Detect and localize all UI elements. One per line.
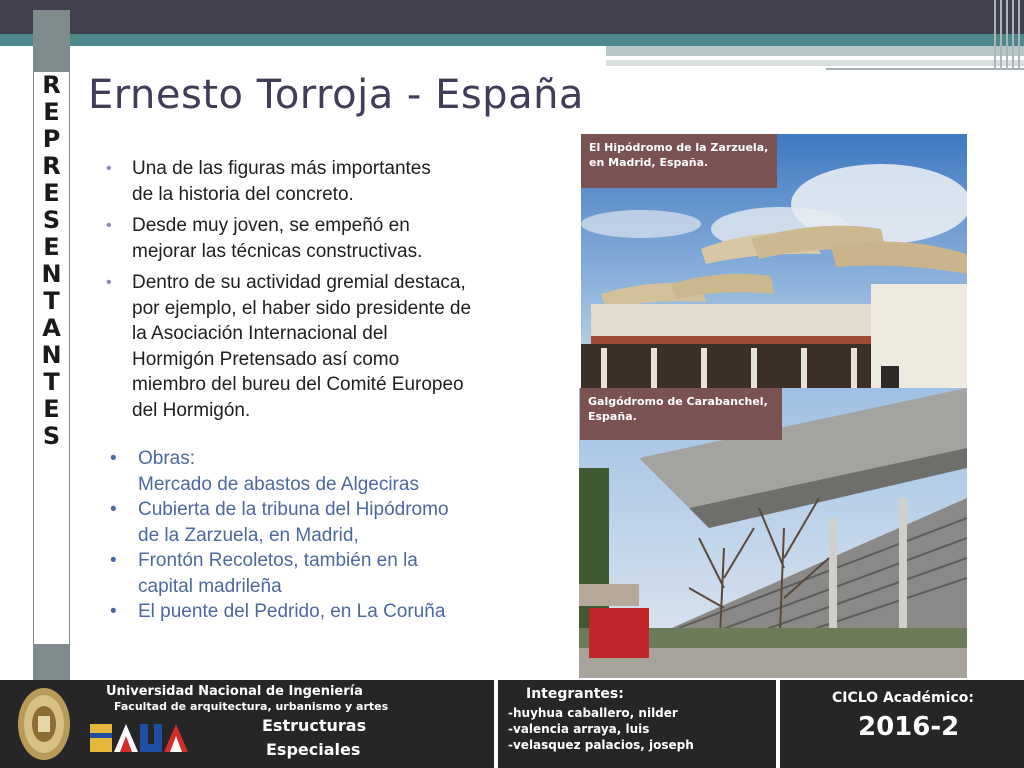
bullet-works-line: Cubierta de la tribuna del Hipódromo: [138, 499, 449, 520]
photo-bottom-caption-line-1: Galgódromo de Carabanchel,: [588, 395, 768, 408]
header-band-grey: [606, 46, 1024, 56]
bullet-primary-line: Desde muy joven, se empeñó en: [132, 215, 410, 236]
bullet-primary-line: la Asociación Internacional del: [132, 323, 388, 344]
side-word-letter: R: [42, 71, 61, 99]
bullet-icon: •: [106, 160, 112, 177]
bullet-works-line: Obras:: [138, 448, 196, 469]
faua-logo-icon: [90, 724, 190, 752]
bullet-icon: •: [110, 550, 117, 571]
bullet-works-line: capital madrileña: [138, 575, 282, 597]
bullet-primary-line: Hormigón Pretensado así como: [132, 348, 400, 370]
side-word-letter: E: [43, 179, 60, 207]
bullet-primary-line: Dentro de su actividad gremial destaca,: [132, 272, 466, 293]
bullet-primary-line: de la historia del concreto.: [132, 183, 354, 205]
side-word-letter: N: [41, 341, 62, 369]
photo-top-caption: [581, 134, 777, 188]
bullet-icon: •: [106, 217, 112, 234]
bullet-primary-item: [104, 213, 574, 264]
side-word-letter: T: [43, 287, 60, 315]
side-word-letter: E: [43, 395, 60, 423]
bullet-works-item: [106, 548, 566, 599]
bullet-works-line: El puente del Pedrido, en La Coruña: [138, 601, 446, 622]
footer-member-3: -velasquez palacios, joseph: [508, 738, 694, 752]
bullet-primary-line: del Hormigón.: [132, 399, 251, 421]
bullets-primary: [104, 156, 574, 429]
bullet-works-line: de la Zarzuela, en Madrid,: [138, 524, 359, 546]
photo-bottom-caption: [580, 388, 782, 440]
slide-title: Ernesto Torroja - España: [88, 72, 584, 118]
bullet-primary-line: Una de las figuras más importantes: [132, 158, 431, 179]
footer-course-line-1: Estructuras: [262, 716, 367, 735]
photo-hipodromo-zarzuela: [581, 134, 967, 388]
photo-galgodromo-carabanchel: [579, 388, 967, 678]
bullet-primary-line: por ejemplo, el haber sido presidente de: [132, 297, 472, 319]
bullet-icon: •: [110, 448, 117, 469]
side-word-letter: S: [42, 206, 61, 234]
footer-cycle-label: CICLO Académico:: [832, 690, 974, 706]
corner-decoration: [992, 0, 1024, 70]
side-word-letter: E: [43, 233, 60, 261]
footer-course-line-2: Especiales: [266, 740, 361, 759]
footer-members-label: Integrantes:: [526, 686, 624, 702]
bullet-icon: •: [106, 274, 112, 291]
bullet-works-line: Frontón Recoletos, también en la: [138, 550, 418, 571]
footer-faculty: Facultad de arquitectura, urbanismo y artes: [114, 700, 389, 713]
side-word-letter: P: [42, 125, 61, 153]
side-word-letter: T: [43, 368, 60, 396]
header-band-dark: [0, 0, 1024, 34]
university-seal-icon: [16, 686, 72, 762]
photo-bottom-caption-line-2: España.: [588, 410, 637, 423]
bullet-primary-item: [104, 270, 574, 423]
photo-top-caption-line-2: en Madrid, España.: [589, 156, 709, 169]
footer-cycle-value: 2016-2: [858, 712, 960, 742]
side-word-letter: N: [41, 260, 62, 288]
footer-separator-1: [494, 680, 498, 768]
footer-member-2: -valencia arraya, luis: [508, 722, 650, 736]
side-word-representantes: [33, 72, 70, 450]
photo-top-caption-line-1: El Hipódromo de la Zarzuela,: [589, 141, 769, 154]
side-word-letter: S: [42, 422, 61, 450]
bullet-icon: •: [110, 601, 117, 622]
header-band-teal: [0, 34, 1024, 46]
bullet-works-item: [106, 446, 566, 497]
bullet-primary-line: miembro del bureu del Comité Europeo: [132, 374, 464, 395]
header-band-light: [606, 60, 1024, 66]
bullet-works-item: [106, 599, 566, 625]
bullet-works-line: Mercado de abastos de Algeciras: [138, 473, 419, 495]
bullet-icon: •: [110, 499, 117, 520]
bullet-primary-line: mejorar las técnicas constructivas.: [132, 240, 423, 262]
side-word-letter: A: [42, 314, 61, 342]
footer-separator-2: [776, 680, 780, 768]
side-word-letter: R: [42, 152, 61, 180]
footer-university: Universidad Nacional de Ingeniería: [106, 684, 363, 699]
bullets-works: [106, 446, 566, 625]
side-word-letter: E: [43, 98, 60, 126]
bullet-works-item: [106, 497, 566, 548]
footer-member-1: -huyhua caballero, nilder: [508, 706, 678, 720]
bullet-primary-item: [104, 156, 574, 207]
